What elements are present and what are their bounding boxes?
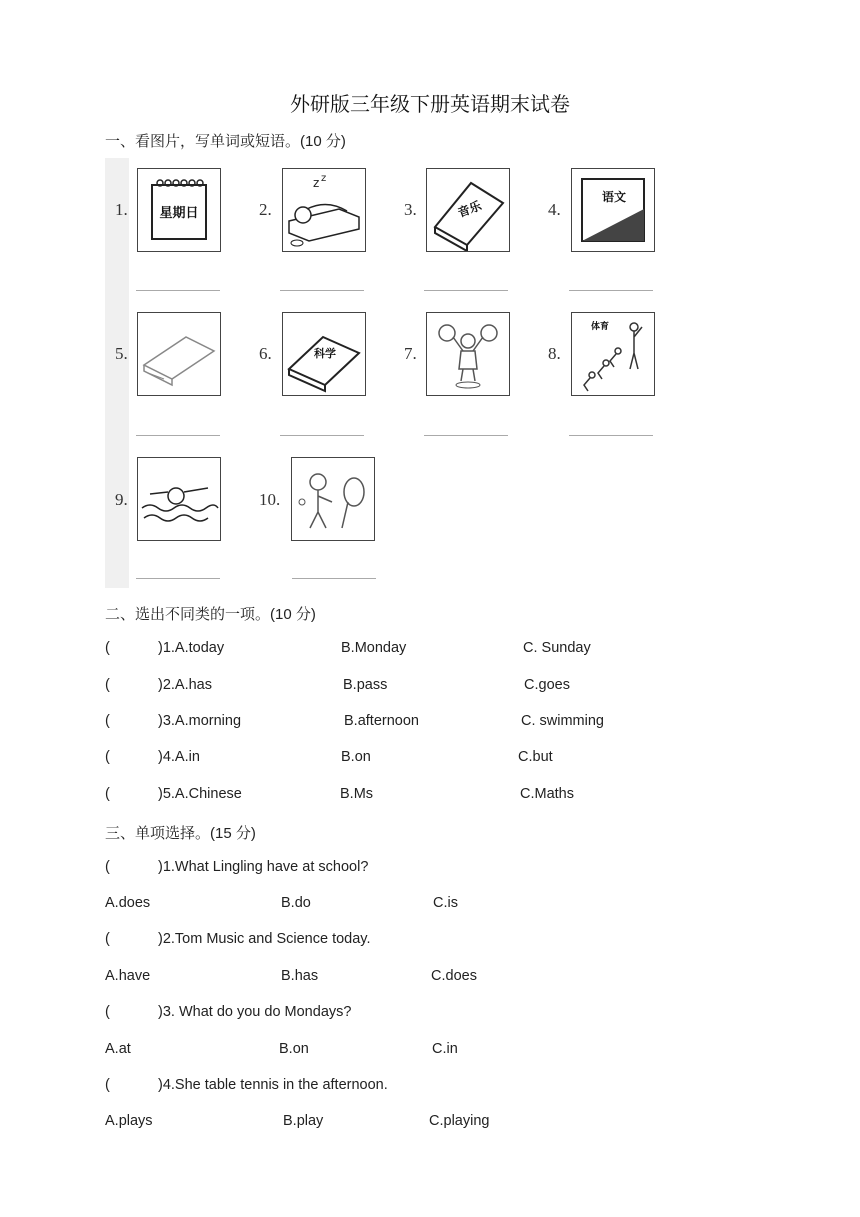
option-a: A.at [105,1041,131,1057]
item-number: 9. [115,490,128,509]
calendar-label: 星期日 [159,206,199,221]
svg-text:z: z [321,173,327,184]
answer-paren[interactable]: ( [105,931,110,947]
answer-line[interactable] [569,435,653,436]
option-c: C.is [433,895,458,911]
option-a: A.does [105,895,151,911]
answer-line[interactable] [569,290,653,291]
option-a: )3.A.morning [158,713,242,729]
image-strip [105,158,129,588]
answer-line[interactable] [136,290,220,291]
calendar-icon [137,168,221,252]
section3-heading: 三、单项选择。(15 分) [105,825,256,842]
question-text: )4.She table tennis in the afternoon. [158,1077,388,1093]
option-c: C.Maths [520,786,574,802]
answer-paren[interactable]: ( [105,1004,110,1020]
option-c: C. swimming [521,713,604,729]
answer-line[interactable] [136,578,220,579]
answer-paren[interactable]: ( [105,640,110,656]
answer-line[interactable] [280,290,364,291]
option-b: B.Monday [341,640,407,656]
maths-book-icon [137,312,221,396]
item-number: 5. [115,344,128,363]
option-c: C.in [432,1041,458,1057]
answer-paren[interactable]: ( [105,713,110,729]
answer-paren[interactable]: ( [105,677,110,693]
answer-paren[interactable]: ( [105,1077,110,1093]
section2-heading: 二、选出不同类的一项。(10 分) [105,606,316,623]
science-book-icon [282,312,366,396]
option-c: C.does [431,968,477,984]
page-title: 外研版三年级下册英语期末试卷 [290,92,570,116]
option-b: B.Ms [340,786,374,802]
chinese-book-icon [571,168,655,252]
option-a: A.plays [105,1113,153,1129]
book-label: 科学 [314,347,336,360]
option-c: C.playing [429,1113,490,1129]
option-a: A.have [105,968,151,984]
book-label: 音乐 [455,198,484,220]
answer-paren[interactable]: ( [105,749,110,765]
tennis-icon [291,457,375,541]
item-number: 1. [115,200,128,219]
swimming-icon [137,457,221,541]
option-b: B.play [283,1113,324,1129]
answer-paren[interactable]: ( [105,786,110,802]
answer-line[interactable] [424,435,508,436]
answer-paren[interactable]: ( [105,859,110,875]
option-a: )4.A.in [158,749,200,765]
option-b: B.afternoon [344,713,419,729]
pe-icon [571,312,655,396]
section1-heading: 一、看图片，写单词或短语。(10 分) [105,133,346,150]
option-c: C.but [518,749,553,765]
question-text: )2.Tom Music and Science today. [158,931,371,947]
answer-line[interactable] [292,578,376,579]
answer-line[interactable] [280,435,364,436]
book-label: 语文 [601,190,627,204]
item-number: 6. [259,344,272,363]
item-number: 8. [548,344,561,363]
cheerleader-icon [426,312,510,396]
pe-label: 体育 [590,322,610,332]
option-b: B.do [281,895,311,911]
item-number: 10. [259,490,281,509]
item-number: 2. [259,200,272,219]
option-a: )1.A.today [158,640,225,656]
option-c: C.goes [524,677,570,693]
question-text: )1.What Lingling have at school? [158,859,369,875]
sleeping-icon [282,168,366,252]
item-number: 7. [404,344,417,363]
option-b: B.pass [343,677,388,693]
option-b: B.has [281,968,319,984]
music-book-icon [426,168,510,252]
item-number: 3. [404,200,417,219]
svg-text:z: z [313,176,320,190]
question-text: )3. What do you do Mondays? [158,1004,352,1020]
option-b: B.on [341,749,371,765]
option-b: B.on [279,1041,309,1057]
option-a: )5.A.Chinese [158,786,242,802]
answer-line[interactable] [424,290,508,291]
item-number: 4. [548,200,561,219]
option-c: C. Sunday [523,640,591,656]
option-a: )2.A.has [158,677,212,693]
answer-line[interactable] [136,435,220,436]
